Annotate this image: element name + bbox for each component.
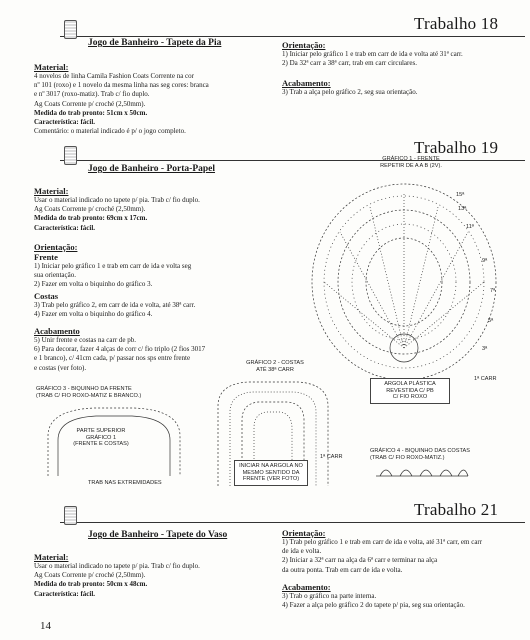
orientation-list-18 — [282, 50, 522, 68]
ring-label-line: REVESTIDA C/ PB — [386, 387, 434, 394]
front-line: sua orientação. — [34, 271, 76, 280]
material-line: nº 101 (roxo) e 1 novelo da mesma linha nas seg cores: branca — [34, 81, 209, 90]
material-line: Ag Coats Corrente p/ croché (2,50mm). — [34, 99, 146, 108]
section-title-21: Trabalho 21 — [414, 500, 499, 519]
material-line: Usar o material indicado no tapete p/ pia. Trab c/ fio duplo. — [34, 562, 200, 570]
chart4-title: GRÁFICO 4 - BIQUINHO DAS COSTAS — [370, 448, 470, 454]
material-heading-18: Material: — [34, 62, 69, 72]
row-label: 11ª — [466, 224, 474, 230]
material-line: Medida do trab pronto: 50cm x 48cm. — [34, 580, 148, 589]
first-row-label: 1ª CARR — [474, 376, 497, 382]
finishing-line-18: 3) Trab a alça pelo gráfico 2, seg sua orientação. — [282, 88, 418, 96]
row-label: 15ª — [456, 192, 465, 198]
ring-label-line: ARGOLA PLÁSTICA — [384, 381, 436, 387]
material-list-19 — [34, 196, 274, 233]
front-heading: Frente — [34, 252, 58, 262]
row-label: 9ª — [482, 258, 488, 264]
row-label: 7ª — [490, 288, 496, 294]
ends-label: TRAB NAS EXTREMIDADES — [88, 480, 162, 486]
material-line: Comentário: o material indicado é p/ o jogo completo. — [34, 127, 186, 136]
orientation-heading-19: Orientação: — [34, 242, 78, 252]
finishing-heading-19: Acabamento — [34, 326, 80, 336]
finishing-heading-21: Acabamento: — [282, 582, 331, 592]
project-title-18: Jogo de Banheiro - Tapete da Pia — [88, 38, 222, 48]
material-line: Medida do trab pronto: 69cm x 17cm. — [34, 214, 148, 223]
back-heading: Costas — [34, 291, 59, 301]
chart4-subtitle: (TRAB C/ FIO ROXO-MATIZ.) — [370, 454, 445, 461]
finishing-line: 5) Unir frente e costas na carr de pb. — [34, 336, 137, 344]
start-label-line: INICIAR NA ARGOLA NO — [239, 463, 303, 469]
finishing-line: 4) Fazer a alça pelo gráfico 2 do tapete p/ pia, seg sua orientação. — [282, 601, 465, 610]
finishing-list-19 — [34, 336, 274, 373]
chart1-subtitle: REPETIR DE A A B (2V). — [380, 162, 442, 169]
thread-spool-icon — [64, 20, 77, 39]
orientation-heading-21: Orientação: — [282, 528, 326, 538]
finishing-heading-18: Acabamento: — [282, 78, 331, 88]
thread-spool-icon — [64, 506, 77, 525]
chart1-diagram — [300, 172, 500, 382]
material-line: Característica: fácil. — [34, 589, 96, 598]
material-heading-21: Material: — [34, 552, 69, 562]
finishing-line: 6) Para decorar, fazer 4 alças de corr c/ fio triplo (2 fios 3017 — [34, 345, 206, 354]
start-label-line: FRENTE (VER FOTO) — [242, 476, 300, 482]
upper-part-label — [64, 428, 138, 448]
section-title-19: Trabalho 19 — [414, 138, 499, 157]
material-line: Ag Coats Corrente p/ croché (2,50mm). — [34, 205, 146, 214]
chart4-diagram — [372, 462, 472, 480]
upper-part-line: (FRENTE E COSTAS) — [73, 441, 129, 447]
start-label — [234, 460, 308, 486]
back-line: 4) Fazer em volta o biquinho do gráfico 4. — [34, 310, 153, 319]
ring-label-line: C/ FIO ROXO — [392, 394, 428, 400]
row-label: 3ª — [482, 346, 488, 352]
chart1-label — [366, 156, 456, 169]
orientation-heading-18: Orientação: — [282, 40, 326, 50]
section-rule-18 — [60, 36, 525, 37]
section-title-18: Trabalho 18 — [414, 14, 499, 33]
material-line: Medida do trab pronto: 51cm x 50cm. — [34, 108, 148, 117]
orientation-line: 2) Iniciar a 32ª carr na alça da 6ª carr e terminar na alça — [282, 556, 438, 565]
orientation-line: da outra ponta. Trab em carr de ida e volta. — [282, 565, 403, 574]
chart2-title: GRÁFICO 2 - COSTAS — [246, 360, 304, 366]
project-title-21: Jogo de Banheiro - Tapete do Vaso — [88, 530, 228, 540]
chart3-subtitle: (TRAB C/ FIO ROXO-MATIZ E BRANCO.) — [36, 392, 142, 399]
material-line: e nº 3017 (roxo-matiz). Trab c/ fio duplo. — [34, 90, 150, 99]
finishing-list-21 — [282, 592, 522, 610]
material-line: Característica: fácil. — [34, 118, 96, 127]
orientation-list-21 — [282, 538, 522, 575]
orientation-line: 1) Iniciar pelo gráfico 1 e trab em carr de ida e volta até 31ª carr. — [282, 50, 463, 58]
material-list-21 — [34, 562, 274, 599]
chart2-label — [240, 360, 310, 373]
section-rule-21 — [60, 522, 525, 523]
orientation-line: 1) Trab pelo gráfico 1 e trab em carr de ida e volta, até 31ª carr, em carr — [282, 538, 483, 546]
material-line: 4 novelos de linha Camila Fashion Coats Corrente na cor — [34, 72, 194, 80]
ring-label — [370, 378, 450, 404]
chart3-label — [36, 386, 176, 399]
material-heading-19: Material: — [34, 186, 69, 196]
chart4-label — [370, 448, 500, 461]
front-list — [34, 262, 274, 290]
orientation-line: de ida e volta. — [282, 547, 322, 556]
row-label: 5ª — [488, 318, 494, 324]
page-number: 14 — [40, 620, 51, 632]
material-line: Característica: fácil. — [34, 223, 96, 232]
finishing-line: e 1 branco), c/ 41cm cada, p/ passar nos sps entre frente — [34, 354, 191, 363]
finishing-line: e costas (ver foto). — [34, 363, 87, 372]
back-line: 3) Trab pelo gráfico 2, em carr de ida e volta, até 38ª carr. — [34, 301, 196, 309]
upper-part-line: GRÁFICO 1 — [85, 434, 117, 441]
thread-spool-icon — [64, 146, 77, 165]
material-line: Usar o material indicado no tapete p/ pia. Trab c/ fio duplo. — [34, 196, 200, 204]
orientation-line: 2) Da 32ª carr a 38ª carr, trab em carr circulares. — [282, 59, 417, 68]
back-list — [34, 301, 274, 319]
project-title-19: Jogo de Banheiro - Porta-Papel — [88, 164, 216, 174]
start-label-line: MESMO SENTIDO DA — [242, 469, 300, 476]
finishing-line: 3) Trab o gráfico na parte interna. — [282, 592, 377, 600]
front-line: 1) Iniciar pelo gráfico 1 e trab em carr de ida e volta seg — [34, 262, 192, 270]
chart3-title: GRÁFICO 3 - BIQUINHO DA FRENTE — [36, 386, 132, 392]
row-label: 13ª — [458, 206, 467, 212]
upper-part-line: PARTE SUPERIOR — [76, 428, 126, 434]
chart1-title: GRÁFICO 1 - FRENTE — [382, 156, 440, 162]
chart2-subtitle: ATÉ 38ª CARR — [256, 366, 294, 373]
material-line: Ag Coats Corrente p/ croché (2,50mm). — [34, 571, 146, 580]
first-row-label: 1ª CARR — [320, 454, 343, 460]
front-line: 2) Fazer em volta o biquinho do gráfico 3. — [34, 280, 153, 289]
material-list-18 — [34, 72, 274, 136]
